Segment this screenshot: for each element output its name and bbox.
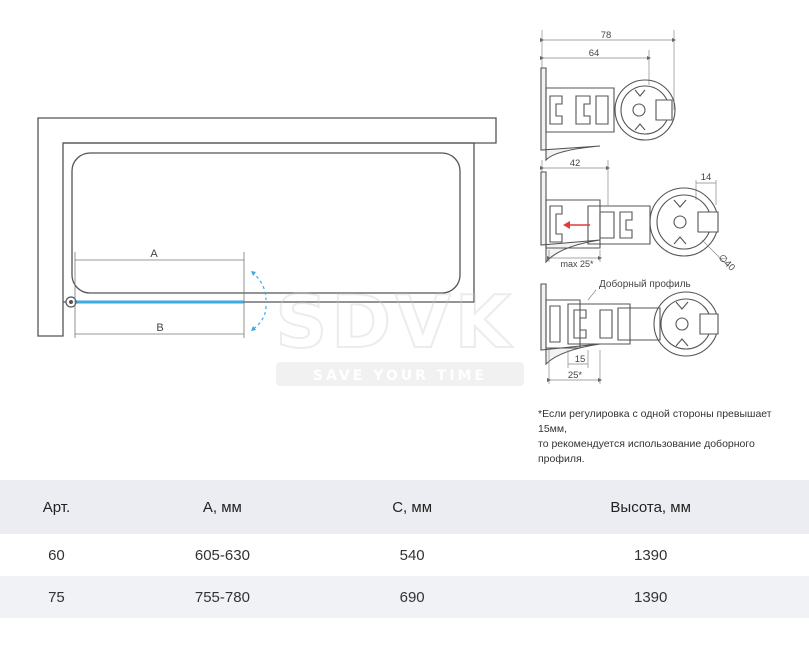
dimension-a-label: A: [150, 248, 158, 260]
header-height-mm: Высота, мм: [492, 480, 809, 534]
cell-c-mm: 540: [399, 546, 425, 564]
bathtub-inner: [72, 153, 460, 293]
dimension-b-label: B: [156, 322, 164, 334]
swing-arc-down: [252, 306, 266, 330]
cell-c-mm: 690: [332, 576, 492, 618]
table-row: [0, 576, 809, 618]
cell-height-mm: 1390: [492, 576, 809, 618]
cell-a-mm: 755-780: [113, 576, 332, 618]
table-header-row: [0, 480, 809, 534]
profile-bottom-dim-b: 25*: [567, 370, 583, 381]
cell-article: 75: [0, 576, 113, 618]
header-article: Арт.: [0, 480, 113, 534]
profile-mid-dim-right: 14: [700, 172, 712, 183]
cell-a-mm: 605-630: [194, 546, 250, 564]
watermark: [275, 280, 524, 386]
profile-top-dim-outer: 78: [600, 30, 612, 41]
cell-article: 60: [48, 546, 65, 564]
profile-mid-dim-diameter: ∅40: [715, 252, 737, 274]
table-row: [0, 534, 809, 576]
header-c-mm: С, мм: [332, 480, 492, 534]
profile-standard: [541, 30, 675, 160]
header-a-mm: А, мм: [113, 480, 332, 534]
profile-mid-dim-width: 42: [569, 158, 581, 169]
bathtub-outer: [63, 143, 474, 302]
profile-bottom-callout: Доборный профиль: [599, 279, 691, 290]
profile-top-dim-inner: 64: [588, 48, 600, 59]
swing-arc-up: [252, 272, 266, 300]
watermark-tagline: SAVE YOUR TIME: [312, 368, 488, 384]
footnote-line-1: *Если регулировка с одной стороны превышает 15мм,: [538, 408, 772, 435]
footnote-line-2: то рекомендуется использование доборного профиля.: [538, 438, 755, 465]
watermark-brand: SDVK: [275, 280, 515, 364]
profile-bottom-dim-a: 15: [574, 354, 586, 365]
spec-table: [0, 480, 809, 618]
cell-height-mm: 1390: [633, 546, 668, 564]
profile-extension: [541, 284, 718, 384]
profile-mid-dim-adjust: max 25*: [560, 259, 594, 269]
footnote: [538, 407, 803, 467]
